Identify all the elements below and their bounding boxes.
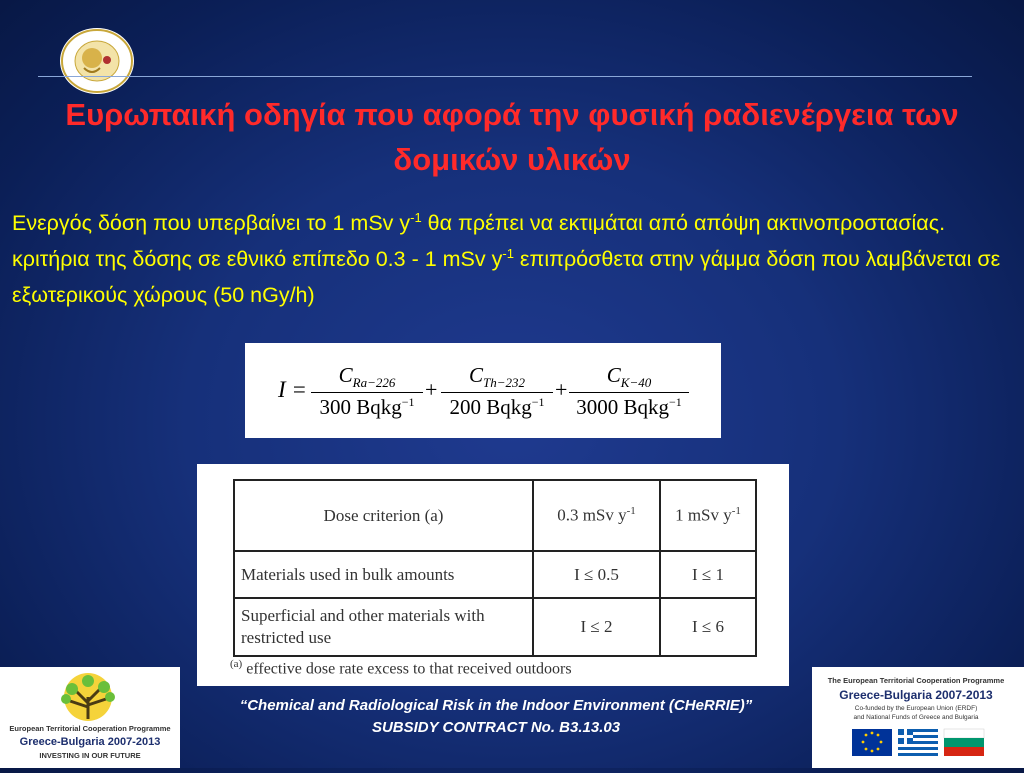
tree-logo-icon [0,667,180,768]
svg-text:Greece-Bulgaria 2007-2013: Greece-Bulgaria 2007-2013 [19,736,161,748]
footer-project-title: “Chemical and Radiological Risk in the Indoor Environment (CHeRRIE)” [239,697,753,714]
activity-index-formula [245,343,721,438]
header-divider [38,76,972,77]
svg-text:The European Territorial Coope: The European Territorial Cooperation Programme [827,676,1005,685]
slide-title: Ευρωπαική οδηγία που αφορά την φυσική ραδιενέργεια των δομικών υλικών [65,97,959,177]
row-value: I ≤ 1 [660,551,756,598]
slide-body [12,205,1017,313]
paragraph-dose: Ενεργός δόση που υπερβαίνει το 1 mSv $y^{-1}$ θα πρέπει να εκτιμάται από απόψη ακτινοπροστασίας. [12,210,946,235]
row-label: Superficial and other materials with restricted use [234,598,533,656]
formula-term-ra: $C_{Ra-226}$ 300 Bqkg$^{-1}$ [311,363,423,420]
formula-term-th: $C_{Th-232}$ 200 Bqkg$^{-1}$ [441,363,553,420]
table-header-row [234,480,756,551]
row-label: Materials used in bulk amounts [234,551,533,598]
svg-text:Greece-Bulgaria 2007-2013: Greece-Bulgaria 2007-2013 [839,688,993,702]
svg-text:INVESTING IN OUR FUTURE: INVESTING IN OUR FUTURE [39,751,141,760]
row-value: I ≤ 6 [660,598,756,656]
eu-flag-icon [852,729,892,756]
row-value: I ≤ 2 [533,598,660,656]
table-row [234,551,756,598]
dose-criterion-table [233,479,757,657]
seal-icon [60,28,134,94]
header-col-1: 1 mSv $y^{-1}$ [660,480,756,551]
header-criterion: Dose criterion (a) [234,480,533,551]
footer-project-text [180,695,812,739]
formula-term-k: $C_{K-40}$ 3000 Bqkg$^{-1}$ [569,363,689,420]
formula-plus-1: + [425,377,438,402]
paragraph-criteria: κριτήρια της δόσης σε εθνικό επίπεδο 0.3 - 1 mSv $y^{-1}$ επιπρόσθετα στην γάμμα δόση που λαμβάνεται σε εξωτερικούς χώρους (50 nGy/h) [12,246,1001,307]
row-value: I ≤ 0.5 [533,551,660,598]
table-row [234,598,756,656]
header-col-03: 0.3 mSv $y^{-1}$ [533,480,660,551]
programme-logo-left [0,667,180,768]
dose-criterion-table-box [197,464,789,686]
svg-text:European Territorial Cooperati: European Territorial Cooperation Programme [9,724,171,733]
greece-flag-icon [898,729,938,756]
bulgaria-flag-icon [944,729,984,756]
programme-logo-right [812,667,1024,768]
svg-text:Co-funded by the European Unio: Co-funded by the European Union (ERDF) [854,705,978,712]
formula-plus-2: + [555,377,568,402]
table-footnote: $^{(a)}$ effective dose rate excess to that received outdoors [230,658,572,678]
university-seal-logo [60,28,134,94]
footer-contract: SUBSIDY CONTRACT No. B3.13.03 [371,719,621,736]
svg-text:and National Funds of Greece a: and National Funds of Greece and Bulgaria [853,714,979,721]
formula-lhs: I = [278,377,307,402]
